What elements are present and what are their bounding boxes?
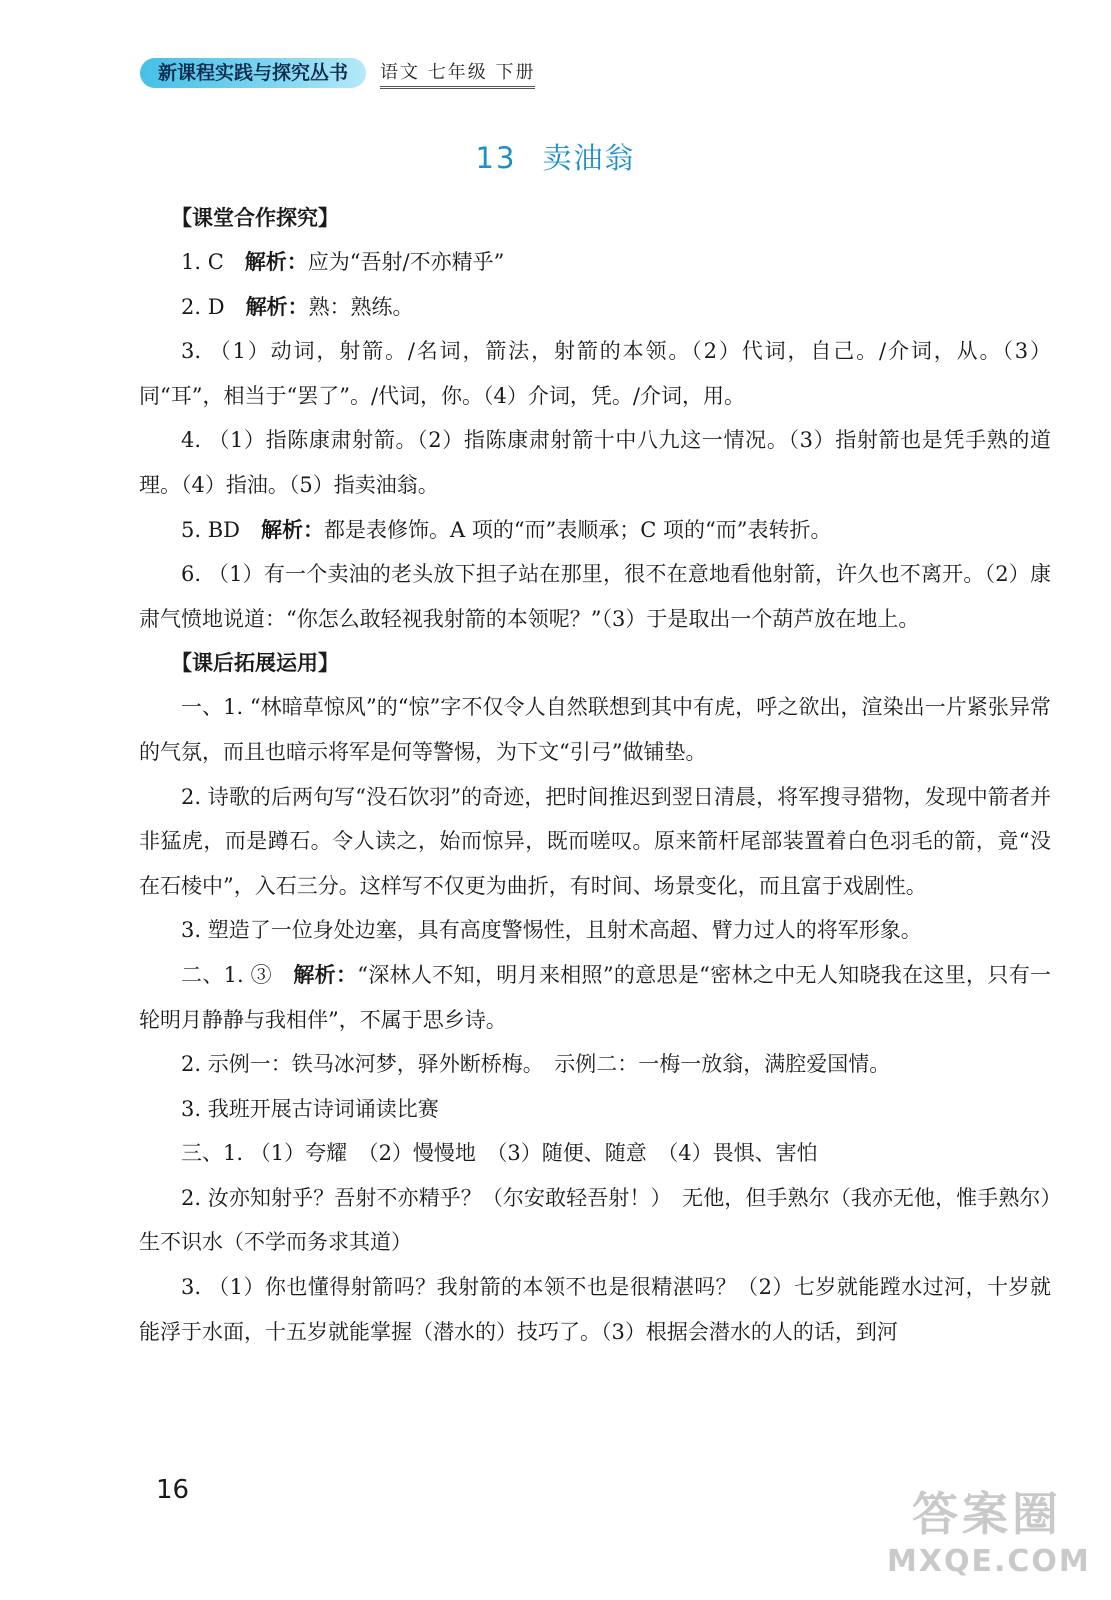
answer-item: 1. C 解析：应为“吾射/不亦精乎”: [181, 250, 505, 274]
answer-item: 一、1. “林暗草惊风”的“惊”字不仅令人自然联想到其中有虎，呼之欲出，渲染出一片紧张异常的气氛，而且也暗示将军是何等警惕，为下文“引弓”做铺垫。: [139, 695, 1051, 764]
series-badge: 新课程实践与探究丛书: [140, 58, 366, 88]
section-heading-classroom: 【课堂合作探究】: [171, 206, 339, 230]
answer-item: 2. 诗歌的后两句写“没石饮羽”的奇迹，把时间推迟到翌日清晨，将军搜寻猎物，发现中箭者并非猛虎，而是蹲石。令人读之，始而惊异，既而嗟叹。原来箭杆尾部装置着白色羽毛的箭，竟“没在石棱中”，入石三分。这样写不仅更为曲折，有时间、场景变化，而且富于戏剧性。: [139, 784, 1051, 898]
answer-content: [139, 196, 1072, 1354]
running-header: [140, 56, 535, 90]
watermark-logo: [887, 1478, 1091, 1588]
answer-item: 2. 示例一：铁马冰河梦，驿外断桥梅。 示例二：一梅一放翁，满腔爱国情。: [181, 1052, 891, 1077]
answer-item: 3. 我班开展古诗词诵读比赛: [181, 1096, 439, 1121]
lesson-name: 卖油翁: [542, 141, 636, 175]
watermark-mark: 答案圈: [912, 1487, 1062, 1541]
answer-item: 3. （1）你也懂得射箭吗？我射箭的本领不也是很精湛吗？（2）七岁就能蹚水过河，十岁就能浮于水面，十五岁就能掌握（潜水的）技巧了。（3）根据会潜水的人的话，到河: [139, 1275, 1051, 1344]
answer-item: 4. （1）指陈康肃射箭。（2）指陈康肃射箭十中八九这一情况。（3）指射箭也是凭手熟的道理。（4）指油。（5）指卖油翁。: [139, 428, 1051, 497]
page-number: 16: [156, 1475, 190, 1505]
answer-item: 3. （1）动词，射箭。/名词，箭法，射箭的本领。（2）代词，自己。/介词，从。（3）同“耳”，相当于“罢了”。/代词，你。（4）介词，凭。/介词，用。: [139, 339, 1051, 408]
answer-item: 二、1. ③ 解析：“深林人不知，明月来相照”的意思是“密林之中无人知晓我在这里，只有一轮明月静静与我相伴”，不属于思乡诗。: [139, 962, 1052, 1032]
answer-item: 三、1. （1）夸耀 （2）慢慢地 （3）随便、随意 （4）畏惧、害怕: [181, 1141, 818, 1166]
answer-item: 5. BD 解析：都是表修饰。A 项的“而”表顺承；C 项的“而”表转折。: [181, 517, 832, 542]
section-heading-extension: 【课后拓展运用】: [171, 651, 339, 676]
answer-item: 2. D 解析：熟：熟练。: [181, 294, 414, 319]
answer-item: 3. 塑造了一位身处边塞，具有高度警惕性，且射术高超、臂力过人的将军形象。: [181, 918, 922, 943]
answer-item: 2. 汝亦知射乎？吾射不亦精乎？（尔安敢轻吾射！） 无他，但手熟尔（我亦无他，惟手熟尔） 生不识水（不学而务求其道）: [139, 1185, 1072, 1255]
book-info: 语文 七年级 下册: [380, 58, 535, 89]
answer-item: 6. （1）有一个卖油的老头放下担子站在那里，很不在意地看他射箭，许久也不离开。（2）康肃气愤地说道：“你怎么敢轻视我射箭的本领呢？”（3）于是取出一个葫芦放在地上。: [139, 562, 1051, 631]
lesson-title: [0, 136, 1111, 177]
lesson-number: 13: [475, 141, 517, 175]
watermark-site: MXQE.COM: [887, 1544, 1091, 1579]
